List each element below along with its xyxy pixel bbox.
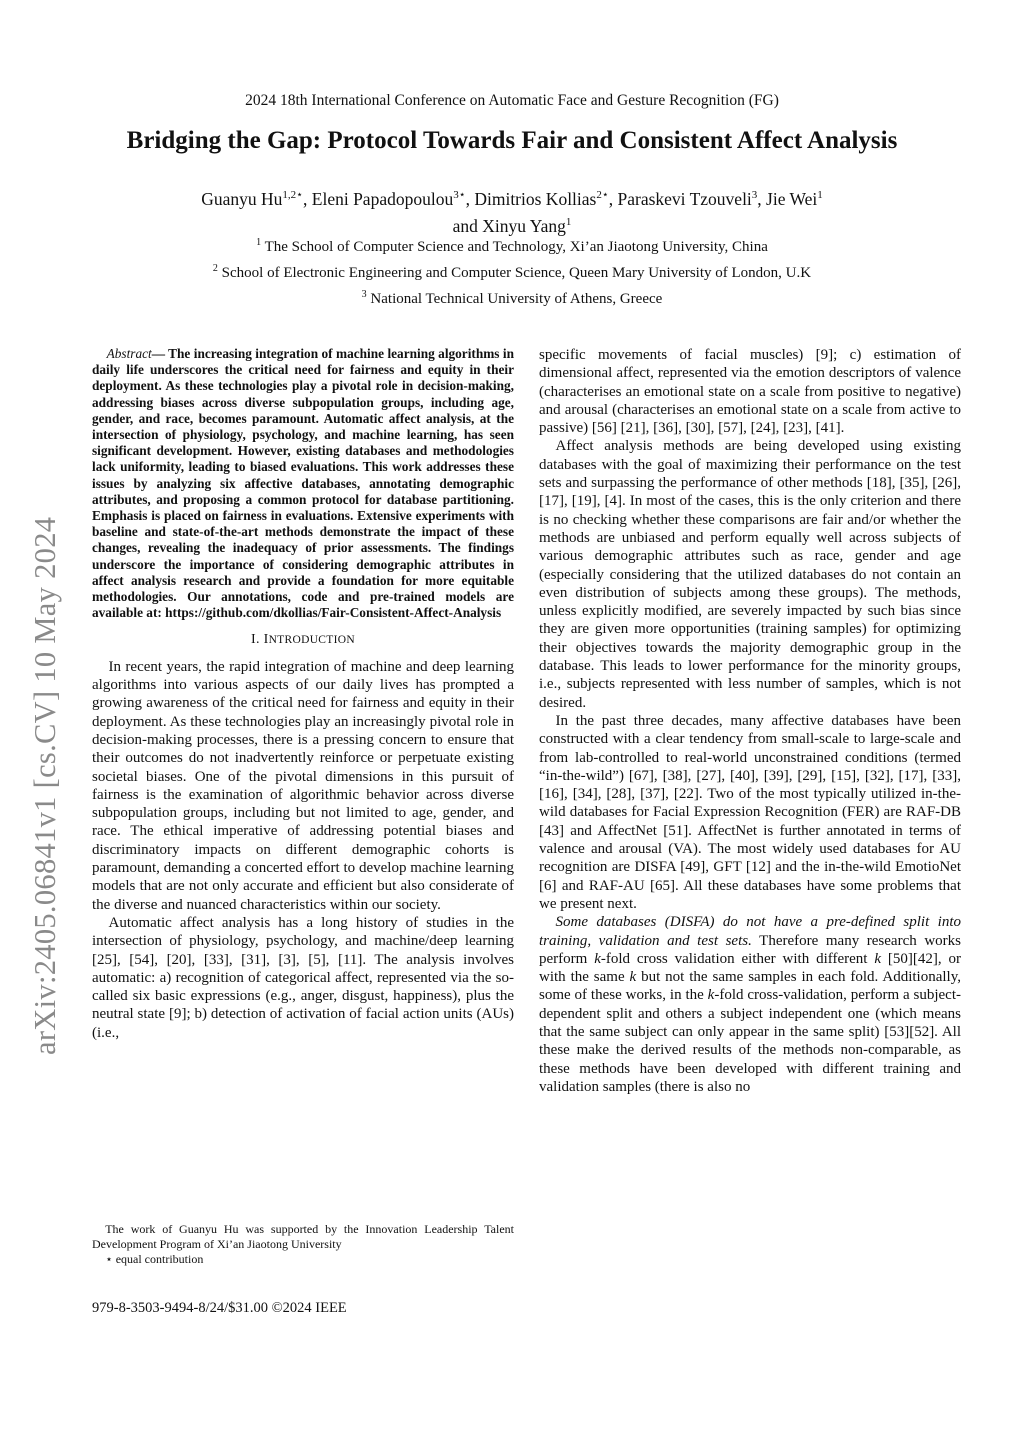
affiliation-text: School of Electronic Engineering and Computer Science, Queen Mary University of London, U.K [221,265,812,281]
section-heading-introduction [92,631,514,649]
footnote-funding: The work of Guanyu Hu was supported by the Innovation Leadership Talent Development Program of Xi’an Jiaotong University [92,1222,514,1251]
section-title-initial: I [263,632,269,648]
text-run: but not the same samples in each fold. Additionally, some of these works, in the [539,969,961,1004]
affiliation-number: 1 [256,237,262,248]
author-affiliation-mark: 3 [751,189,758,201]
abstract-text: — The increasing integration of machine learning algorithms in daily life underscores the critical need for fairness and equity in their deployment. As these technologies play a pivotal role in decision-making, addressing biases across diverse subpopulation groups, including age, gender, and race, becomes paramount. Automatic affect analysis, at the intersection of physiology, psychology, and machine learning, has seen significant development. However, existing databases and methodologies lack uniformity, leading to biased evaluations. This work addresses these issues by analyzing six affective databases, annotating demographic attributes, and proposing a common protocol for database partitioning. Emphasis is placed on fairness in evaluations. Extensive experiments with baseline and state-of-the-art methods demonstrate the impact of these changes, revealing the inadequacy of prior assessments. The findings underscore the importance of considering demographic attributes in affect analysis research and provide a foundation for more equitable methodologies. Our annotations, code and pre-trained models are available at: https://github.com/dkollias/Fair-Consistent-Affect-Analysis [92,346,514,621]
author-separator: , [303,188,312,209]
author-name: Jie Wei [766,188,818,209]
right-column [539,346,961,1096]
math-k: k [594,950,601,967]
footnote [92,1222,514,1267]
abstract [92,346,514,621]
text-run: -fold cross validation either with different [600,950,875,967]
author-name: and Xinyu Yang [452,215,566,236]
math-k: k [707,987,715,1004]
affiliation-number: 2 [212,263,218,274]
author-affiliation-mark: 1 [565,215,572,228]
affiliation-number: 3 [361,289,367,300]
author-affiliation-mark: 2⋆ [596,189,609,201]
math-k: k [874,950,881,967]
author-affiliation-mark: 1 [817,189,823,201]
affiliation-line [62,258,962,284]
author-name: Guanyu Hu [201,188,283,209]
footnote-equal-contribution: ⋆ equal contribution [105,1252,204,1266]
author-affiliation-mark: 3⋆ [453,189,466,201]
italic-lead: Some databases (DISFA) do not have a pre-defined split into training, validation and test sets. [539,914,961,949]
author-affiliation-mark: 1,2⋆ [282,189,304,201]
text-run: Therefore many research works perform [539,932,961,967]
affiliation-text: The School of Computer Science and Technology, Xi’an Jiaotong University, China [264,239,768,255]
affiliation-text: National Technical University of Athens, Greece [370,291,663,307]
arxiv-side-stamp: arXiv:2405.06841v1 [cs.CV] 10 May 2024 [28,516,62,1055]
affiliation-list [62,232,962,310]
author-name: Dimitrios Kollias [474,188,597,209]
conference-header: 2024 18th International Conference on Automatic Face and Gesture Recognition (FG) [245,92,779,109]
paragraph: In recent years, the rapid integration of machine and deep learning algorithms into various aspects of our daily lives has prompted a growing awareness of the critical need for fairness and equity in their deployment. As these technologies play an increasingly pivotal role in decision-making processes, there is a pressing concern to ensure that their outcomes do not inadvertently reinforce or perpetuate existing societal biases. One of the pivotal dimensions in this pursuit of fairness is the examination of algorithmic behavior across diverse subpopulation groups, including but not limited to age, gender, and race. The ethical imperative of addressing potential biases and discriminatory impacts on different demographic cohorts is paramount, demanding a concerted effort to develop machine learning models that are not only accurate and efficient but also considerate of the diverse and nuanced characteristics within our society. [92,658,514,913]
left-column [92,346,514,1042]
author-name: Eleni Papadopoulou [311,188,454,209]
author-separator: , [757,188,767,209]
paragraph-continued: specific movements of facial muscles) [9]; c) estimation of dimensional affect, represented via the emotion descriptors of valence (characterises an emotional state on a scale from positive to negative) and arousal (characterises an emotional state on a scale from active to passive) [56] [21], [36], [30], [57], [24], [23], [41]. [539,347,961,437]
author-name: Paraskevi Tzouveli [617,188,752,209]
text-run: -fold cross-validation, perform a subject-dependent split and others a subject independent one (which means that the same subject can only appear in the same split) [53][52]. All these make the derived results of the methods non-comparable, as these methods have been developed with different training and validation samples (there is also no [539,987,962,1095]
math-k: k [629,969,637,986]
paragraph [539,913,961,1096]
author-list [62,184,962,238]
paper-title: Bridging the Gap: Protocol Towards Fair and Consistent Affect Analysis [126,127,898,154]
author-separator: , [465,188,475,209]
paragraph: Affect analysis methods are being developed using existing databases with the goal of maximizing their performance on the test sets and surpassing the performance of other methods [18], [35], [26], [17], [19], [4]. In most of the cases, this is the only criterion and there is no checking whether these comparisons are fair and/or whether the methods are unbiased and perform equally well across subjects of various demographic attributes such as race, gender and age (especially considering that the utilized databases do not contain an even distribution of subjects among these groups). The methods, unless explicitly modified, are severely impacted by such bias since they are given more opportunities (training samples) for optimizing their objectives towards the majority demographic group in the database. This leads to lower performance for the minority groups, i.e., subjects represented with less number of samples, which is not desired. [539,438,961,711]
affiliation-line [62,232,962,258]
paragraph: Automatic affect analysis has a long history of studies in the intersection of physiology, psychology, and machine/deep learning [25], [54], [20], [33], [31], [3], [5], [11]. The analysis involves automatic: a) recognition of categorical affect, represented via the so-called six basic expressions (e.g., anger, disgust, happiness), plus the neutral state [9]; b) detection of activation of facial action units (AUs) (i.e., [92,914,514,1041]
text-run: [50][42], or with the same [539,950,961,986]
section-number: I. [251,632,264,648]
section-title-rest: NTRODUCTION [268,634,355,647]
copyright-line: 979-8-3503-9494-8/24/$31.00 ©2024 IEEE [92,1300,347,1316]
author-separator: , [608,188,618,209]
paragraph: In the past three decades, many affective databases have been constructed with a clear tendency from small-scale to large-scale and from lab-controlled to real-world unconstrained conditions (termed “in-the-wild”) [67], [38], [27], [40], [39], [29], [15], [32], [17], [33], [16], [34], [28], [37], [22]. Two of the most typically utilized in-the-wild databases for Facial Expression Recognition (FER) are RAF-DB [43] and AffectNet [51]. AffectNet is further annotated in terms of valence and arousal (VA). The most widely used databases for AU recognition are DISFA [49], GFT [12] and the in-the-wild EmotioNet [6] and RAF-AU [65]. All these databases have some problems that we present next. [539,712,961,912]
abstract-label: Abstract [106,346,152,361]
affiliation-line [62,284,962,310]
